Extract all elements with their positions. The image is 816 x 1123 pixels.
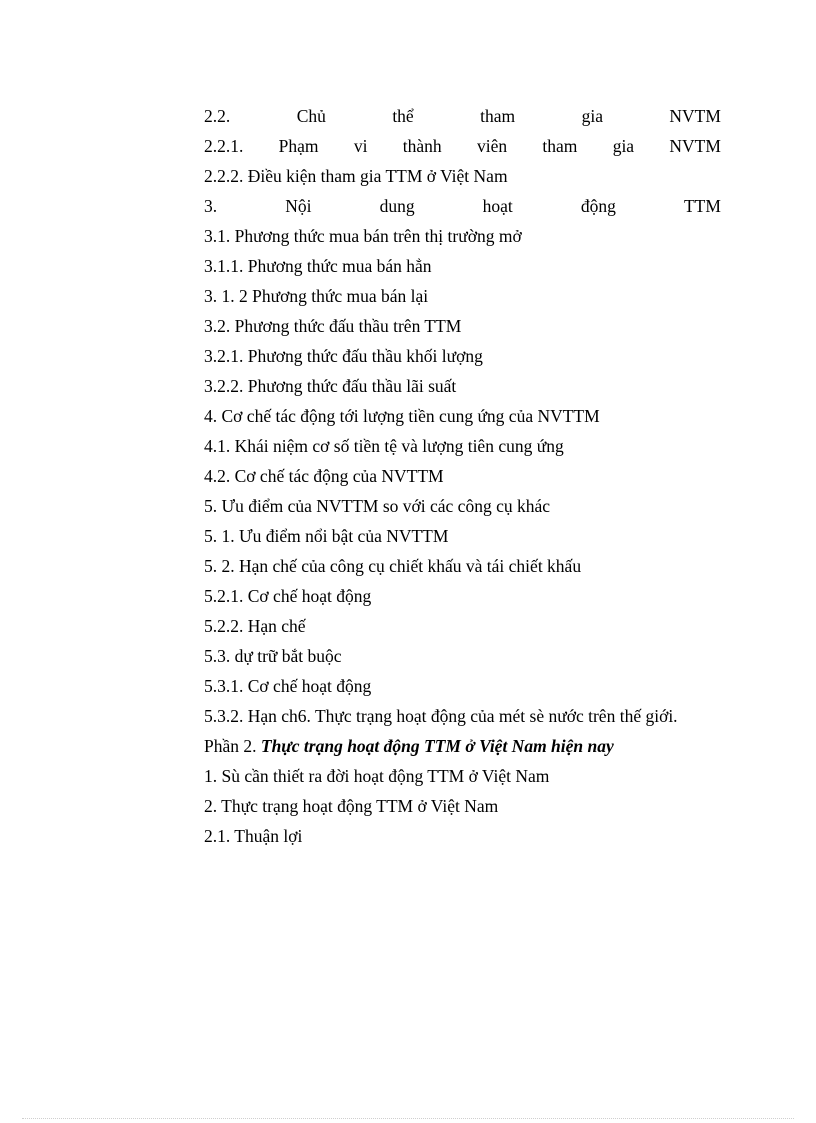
toc-line: 5. 2. Hạn chế của công cụ chiết khấu và tái chiết khấu xyxy=(204,556,582,576)
table-of-contents xyxy=(204,101,721,851)
toc-word: gia xyxy=(612,136,635,156)
toc-line: 5.2.1. Cơ chế hoạt động xyxy=(204,586,372,606)
toc-word: thể xyxy=(392,106,414,126)
toc-line xyxy=(204,191,721,221)
toc-line: 5. 1. Ưu điểm nổi bật của NVTTM xyxy=(204,526,449,546)
toc-line: 3.1. Phương thức mua bán trên thị trường mở xyxy=(204,226,522,246)
toc-line: 2. Thực trạng hoạt động TTM ở Việt Nam xyxy=(204,796,499,816)
toc-word: NVTM xyxy=(669,136,721,156)
toc-line-part-heading xyxy=(204,731,721,761)
toc-word: NVTM xyxy=(669,106,721,126)
toc-line: 1. Sù cần thiết ra đời hoạt động TTM ở Việt Nam xyxy=(204,766,550,786)
toc-line xyxy=(204,131,721,161)
toc-word: hoạt xyxy=(482,196,513,216)
part-title: Thực trạng hoạt động TTM ở Việt Nam hiện nay xyxy=(260,736,614,756)
toc-word: Phạm xyxy=(278,136,319,156)
toc-line: 2.1. Thuận lợi xyxy=(204,826,303,846)
toc-word: 2.2.1. xyxy=(204,136,244,156)
toc-word: 3. xyxy=(204,196,218,216)
toc-line: 4.1. Khái niệm cơ số tiền tệ và lượng tiên cung ứng xyxy=(204,436,564,456)
toc-word: thành xyxy=(402,136,442,156)
toc-word: TTM xyxy=(683,196,721,216)
toc-word: Nội xyxy=(285,196,312,216)
toc-line: 3.2. Phương thức đấu thầu trên TTM xyxy=(204,316,462,336)
toc-word: 2.2. xyxy=(204,106,231,126)
toc-line: 4. Cơ chế tác động tới lượng tiền cung ứng của NVTTM xyxy=(204,406,600,426)
toc-line: 3.1.1. Phương thức mua bán hẳn xyxy=(204,256,432,276)
toc-line: 5.3.2. Hạn ch6. Thực trạng hoạt động của mét sè nước trên thế giới. xyxy=(204,706,678,726)
toc-word: viên xyxy=(476,136,508,156)
toc-word: động xyxy=(580,196,616,216)
toc-line: 5.3. dự trữ bắt buộc xyxy=(204,646,342,666)
toc-word: gia xyxy=(581,106,603,126)
toc-word: vi xyxy=(353,136,368,156)
page-bottom-rule xyxy=(22,1118,794,1119)
toc-line: 3.2.2. Phương thức đấu thầu lãi suất xyxy=(204,376,457,396)
toc-line: 5.3.1. Cơ chế hoạt động xyxy=(204,676,372,696)
toc-line: 5. Ưu điểm của NVTTM so với các công cụ khác xyxy=(204,496,550,516)
toc-line: 5.2.2. Hạn chế xyxy=(204,616,306,636)
toc-word: dung xyxy=(379,196,415,216)
toc-line xyxy=(204,101,721,131)
toc-line: 4.2. Cơ chế tác động của NVTTM xyxy=(204,466,444,486)
toc-line: 3.2.1. Phương thức đấu thầu khối lượng xyxy=(204,346,483,366)
toc-word: Chủ xyxy=(296,106,326,126)
part-prefix: Phần 2. xyxy=(204,736,261,756)
toc-word: tham xyxy=(542,136,578,156)
toc-line: 2.2.2. Điều kiện tham gia TTM ở Việt Nam xyxy=(204,166,508,186)
toc-word: tham xyxy=(480,106,516,126)
toc-line: 3. 1. 2 Phương thức mua bán lại xyxy=(204,286,429,306)
